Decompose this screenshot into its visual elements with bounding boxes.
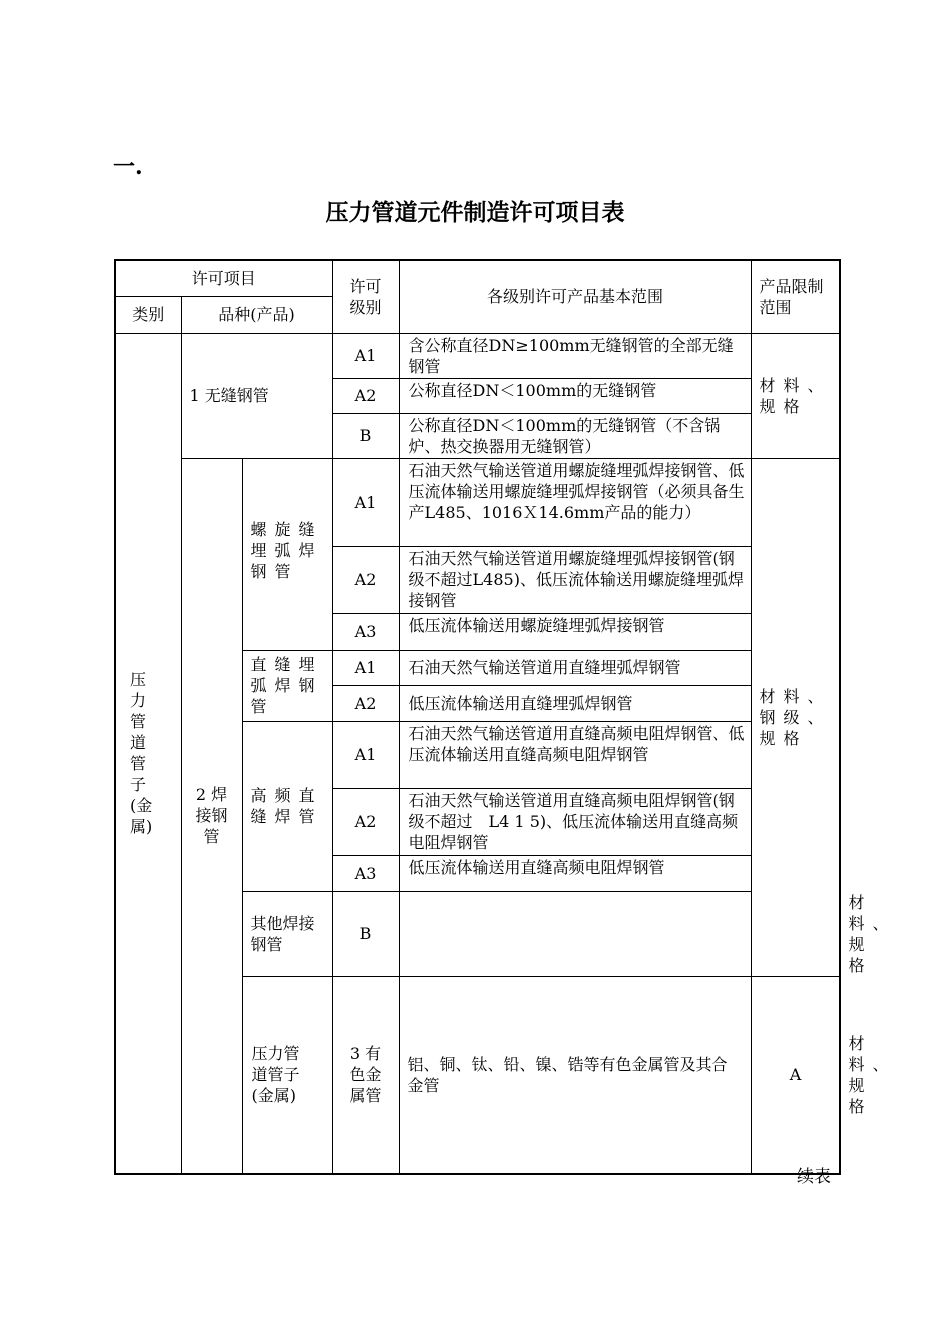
scope-cell: 低压流体输送用直缝高频电阻焊钢管 <box>399 855 751 891</box>
variety-welded: 2 焊接钢管 <box>181 458 242 1174</box>
header-category: 类别 <box>115 296 181 333</box>
scope-cell: 石油天然气输送管道用直缝高频电阻焊钢管(钢级不超过 L4 1 5)、低压流体输送用直缝高频电阻焊钢管 <box>399 788 751 855</box>
grade-cell: A <box>751 976 840 1174</box>
grade-cell: A3 <box>332 855 399 891</box>
header-variety: 品种(产品) <box>181 296 332 333</box>
subvariety-straight: 直缝埋弧焊钢管 <box>242 650 332 721</box>
page-title: 压力管道元件制造许可项目表 <box>325 200 625 226</box>
header-scope: 各级别许可产品基本范围 <box>399 260 751 333</box>
grade-cell: A1 <box>332 721 399 788</box>
limit-cell: 材料、钢级、规格 <box>751 458 840 976</box>
grade-cell: A2 <box>332 546 399 613</box>
variety-seamless: 1 无缝钢管 <box>181 333 332 458</box>
grade-cell: A2 <box>332 685 399 721</box>
continued-label: 续表 <box>797 1167 831 1187</box>
scope-cell: 低压流体输送用螺旋缝埋弧焊接钢管 <box>399 613 751 650</box>
scope-cell: 石油天然气输送管道用直缝埋弧焊钢管 <box>399 650 751 685</box>
scope-cell <box>399 891 751 976</box>
scope-cell: 低压流体输送用直缝埋弧焊钢管 <box>399 685 751 721</box>
category-cell: 压力管道管子(金属) <box>115 333 181 1174</box>
subvariety-other: 其他焊接钢管 <box>242 891 332 976</box>
section-marker: 一. <box>113 154 143 180</box>
header-grade: 许可级别 <box>332 260 399 333</box>
license-table: 许可项目 许可级别 各级别许可产品基本范围 产品限制范围 类别 品种(产品) 压力管道管子(金属) 1 无缝钢管 A1 含公称直径DN≥100mm无缝钢管的全部无缝钢管 材料、规格 A2 公称直径DN＜100mm的无缝钢管 B 公称直径DN＜100mm的无缝钢管（不含锅炉、热交换器用无缝钢管） 2 焊接钢管 螺旋缝埋弧焊钢管 A1 石油天然气输送管道用螺旋缝埋弧焊接钢管、低压流体输送用螺旋缝埋弧焊接钢管（必须具备生产L485、1016Ｘ14.6mm产品的能力） 材料、钢级、规格 A2 石油天然气输送管道用螺旋缝埋弧焊接钢管(钢级不超过L485)、低压流体输送用螺旋缝埋弧焊接钢管 A3 低压流体输送用螺旋缝埋弧焊接钢管 直缝埋弧焊钢管 A1 石油天然气输送管道用直缝埋弧焊钢管 A2 低压流体输送用直缝埋弧焊钢管 高频直缝焊管 A1 石油天然气输送管道用直缝高频电阻焊钢管、低压流体输送用直缝高频电阻焊钢管 A2 石油天然气输送管道用直缝高频电阻焊钢管(钢级不超过 L4 1 5)、低压流体输送用直缝高频电阻焊钢管 A3 低压流体输送用直缝高频电阻焊钢管 其他焊接钢管 B 材料、规格 压力管道管子(金属) 3 有色金属管 铝、铜、钛、铅、镍、锆等有色金属管及其合金管 A 材料、规格 <box>114 259 841 1175</box>
grade-cell: A1 <box>332 458 399 546</box>
grade-cell: B <box>332 413 399 458</box>
scope-cell: 含公称直径DN≥100mm无缝钢管的全部无缝钢管 <box>399 333 751 378</box>
header-limit: 产品限制范围 <box>751 260 840 333</box>
grade-cell: A1 <box>332 333 399 378</box>
scope-cell: 石油天然气输送管道用螺旋缝埋弧焊接钢管、低压流体输送用螺旋缝埋弧焊接钢管（必须具备生产L485、1016Ｘ14.6mm产品的能力） <box>399 458 751 546</box>
grade-cell: B <box>332 891 399 976</box>
limit-cell: 材料、规格 <box>751 333 840 458</box>
subvariety-nonferrous: 铝、铜、钛、铅、镍、锆等有色金属管及其合金管 <box>399 976 751 1174</box>
scope-cell: 公称直径DN＜100mm的无缝钢管 <box>399 378 751 413</box>
scope-cell: 石油天然气输送管道用直缝高频电阻焊钢管、低压流体输送用直缝高频电阻焊钢管 <box>399 721 751 788</box>
subvariety-hf: 高频直缝焊管 <box>242 721 332 891</box>
grade-cell: A3 <box>332 613 399 650</box>
grade-cell: A2 <box>332 378 399 413</box>
category-cell: 压力管道管子(金属) <box>242 976 332 1174</box>
grade-cell: A2 <box>332 788 399 855</box>
scope-cell: 石油天然气输送管道用螺旋缝埋弧焊接钢管(钢级不超过L485)、低压流体输送用螺旋缝埋弧焊接钢管 <box>399 546 751 613</box>
subvariety-spiral: 螺旋缝埋弧焊钢管 <box>242 458 332 650</box>
scope-cell: 公称直径DN＜100mm的无缝钢管（不含锅炉、热交换器用无缝钢管） <box>399 413 751 458</box>
grade-cell: A1 <box>332 650 399 685</box>
header-license-item: 许可项目 <box>115 260 332 296</box>
variety-nonferrous: 3 有色金属管 <box>332 976 399 1174</box>
